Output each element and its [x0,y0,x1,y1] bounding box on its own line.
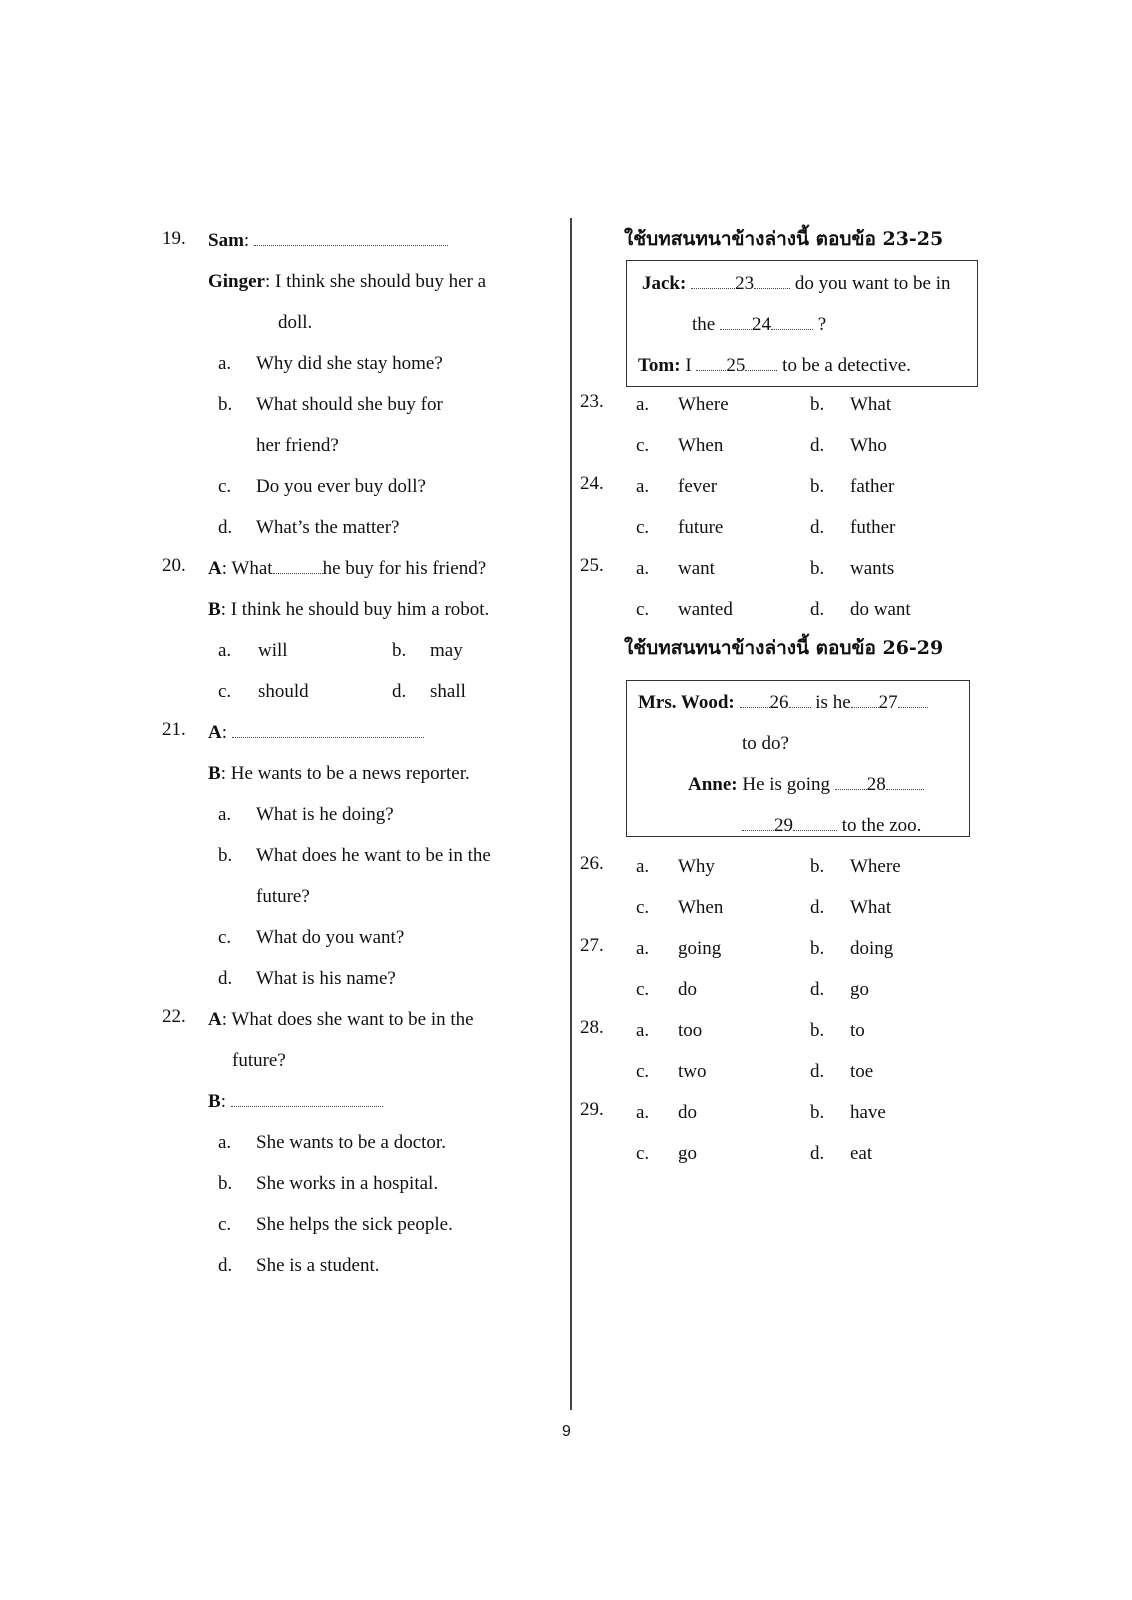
option-letter: a. [636,558,650,579]
option-letter: b. [218,1173,233,1194]
speaker-b: B [208,599,221,620]
option-text: She wants to be a doctor. [256,1132,446,1153]
option-letter: b. [810,1020,825,1041]
option-text: future [678,517,724,538]
option-letter: b. [218,394,233,415]
q22-line-a-2: future? [232,1050,286,1071]
q22-line-a: A: What does she want to be in the [208,1009,474,1030]
speaker-sam: Sam [208,230,244,251]
option-text: going [678,938,722,959]
option-text: do [678,1102,697,1123]
option-letter: a. [218,353,232,374]
option-letter: c. [636,979,650,1000]
option-text: She works in a hospital. [256,1173,439,1194]
option-text: What [850,394,892,415]
page-number: 9 [562,1423,571,1440]
blank-28: 28 [866,774,886,795]
speaker-jack: Jack: [642,273,687,294]
q20-line-b: B: I think he should buy him a robot. [208,599,490,620]
dialogue-mrs-wood-line-2: to do? [742,733,789,754]
option-letter: b. [810,938,825,959]
option-text: What is his name? [256,968,396,989]
option-letter: c. [218,927,232,948]
option-text: Why [678,856,715,877]
option-letter: d. [810,897,825,918]
option-text: Do you ever buy doll? [256,476,426,497]
option-letter: a. [636,1102,650,1123]
option-letter: a. [218,1132,232,1153]
option-letter: c. [636,897,650,918]
option-letter: a. [636,856,650,877]
speaker-b: B [208,1091,221,1112]
q21-line-a: A: [208,722,424,744]
option-letter: b. [810,476,825,497]
option-letter: d. [810,1143,825,1164]
option-text: Who [850,435,887,456]
q21-number: 21. [162,719,186,740]
answer-blank [254,231,448,246]
q27-number: 27. [580,935,604,956]
q26-number: 26. [580,853,604,874]
q19-speaker-line: Sam: [208,230,448,252]
option-text: have [850,1102,886,1123]
option-text: may [430,640,463,661]
option-letter: c. [636,1061,650,1082]
option-text-cont: her friend? [256,435,339,456]
option-letter: a. [636,476,650,497]
option-text: will [258,640,288,661]
option-text: shall [430,681,466,702]
blank-23: 23 [735,273,755,294]
q22-line-b: B: [208,1091,383,1113]
option-letter: b. [810,558,825,579]
dialogue-tom-line: Tom: I 25 to be a detective. [638,355,911,376]
blank-26: 26 [769,692,789,713]
option-text: go [850,979,869,1000]
column-divider [570,218,572,1410]
section-heading-23-25: ใช้บทสนทนาข้างล่างนี้ ตอบข้อ 23-25 [624,228,944,250]
option-letter: c. [218,476,232,497]
option-letter: c. [636,435,650,456]
dialogue-anne-line-2: 29 to the zoo. [742,815,921,837]
q20-number: 20. [162,555,186,576]
option-letter: d. [218,517,233,538]
speaker-a: A [208,558,222,579]
option-text: What do you want? [256,927,405,948]
option-letter: a. [218,640,232,661]
option-text: Where [850,856,901,877]
option-text: What [850,897,892,918]
option-text-cont: future? [256,886,310,907]
speaker-tom: Tom: [638,355,681,376]
option-text: She is a student. [256,1255,380,1276]
option-text: eat [850,1143,873,1164]
option-text: What does he want to be in the [256,845,491,866]
option-letter: d. [810,435,825,456]
option-text: father [850,476,895,497]
option-text: two [678,1061,707,1082]
answer-blank [232,723,424,738]
blank-25: 25 [726,355,746,376]
option-letter: b. [218,845,233,866]
q29-number: 29. [580,1099,604,1120]
option-letter: c. [218,1214,232,1235]
option-letter: a. [218,804,232,825]
option-text: When [678,897,724,918]
section-heading-26-29: ใช้บทสนทนาข้างล่างนี้ ตอบข้อ 26-29 [624,637,944,659]
option-letter: c. [636,599,650,620]
option-text: futher [850,517,896,538]
option-text: wants [850,558,895,579]
blank-27: 27 [878,692,898,713]
speaker-ginger: Ginger [208,271,265,292]
option-text: do [678,979,697,1000]
q21-line-b: B: He wants to be a news reporter. [208,763,470,784]
q20-line-a: A: What he buy for his friend? [208,558,487,579]
speaker-anne: Anne: [688,774,738,795]
option-text: do want [850,599,911,620]
dialogue-jack-line-2: the 24 ? [692,314,827,335]
option-letter: c. [218,681,232,702]
answer-blank [273,559,323,574]
option-text: Where [678,394,729,415]
option-text: wanted [678,599,733,620]
option-letter: a. [636,1020,650,1041]
blank-24: 24 [751,314,771,335]
dialogue-mrs-wood-line: Mrs. Wood: 26 is he 27 [638,692,928,714]
option-text: want [678,558,715,579]
option-text: When [678,435,724,456]
option-text: She helps the sick people. [256,1214,453,1235]
option-letter: d. [810,1061,825,1082]
option-letter: c. [636,517,650,538]
option-letter: b. [810,394,825,415]
option-letter: a. [636,938,650,959]
speaker-a: A [208,722,222,743]
q24-number: 24. [580,473,604,494]
speaker-mrs-wood: Mrs. Wood: [638,692,735,713]
dialogue-anne-line: Anne: He is going 28 [688,774,924,796]
speaker-a: A [208,1009,222,1030]
option-text: Why did she stay home? [256,353,443,374]
option-letter: d. [810,517,825,538]
speaker-b: B [208,763,221,784]
option-letter: d. [218,1255,233,1276]
option-text: too [678,1020,703,1041]
option-letter: d. [392,681,407,702]
option-text: to [850,1020,865,1041]
option-text: What should she buy for [256,394,443,415]
option-text: go [678,1143,697,1164]
option-text: What is he doing? [256,804,394,825]
q28-number: 28. [580,1017,604,1038]
option-text: fever [678,476,718,497]
answer-blank [231,1092,383,1107]
option-letter: d. [810,979,825,1000]
dialogue-jack-line: Jack: 23 do you want to be in [642,273,951,294]
option-letter: b. [810,1102,825,1123]
option-letter: c. [636,1143,650,1164]
option-letter: a. [636,394,650,415]
option-letter: b. [810,856,825,877]
q22-number: 22. [162,1006,186,1027]
q19-ginger-line-2: doll. [278,312,313,333]
q25-number: 25. [580,555,604,576]
option-text: toe [850,1061,874,1082]
option-text: What’s the matter? [256,517,400,538]
option-letter: d. [810,599,825,620]
option-letter: d. [218,968,233,989]
q19-ginger-line: Ginger: I think she should buy her a [208,271,487,292]
option-text: doing [850,938,894,959]
option-letter: b. [392,640,407,661]
blank-29: 29 [774,815,793,836]
option-text: should [258,681,309,702]
q19-number: 19. [162,228,186,249]
q23-number: 23. [580,391,604,412]
